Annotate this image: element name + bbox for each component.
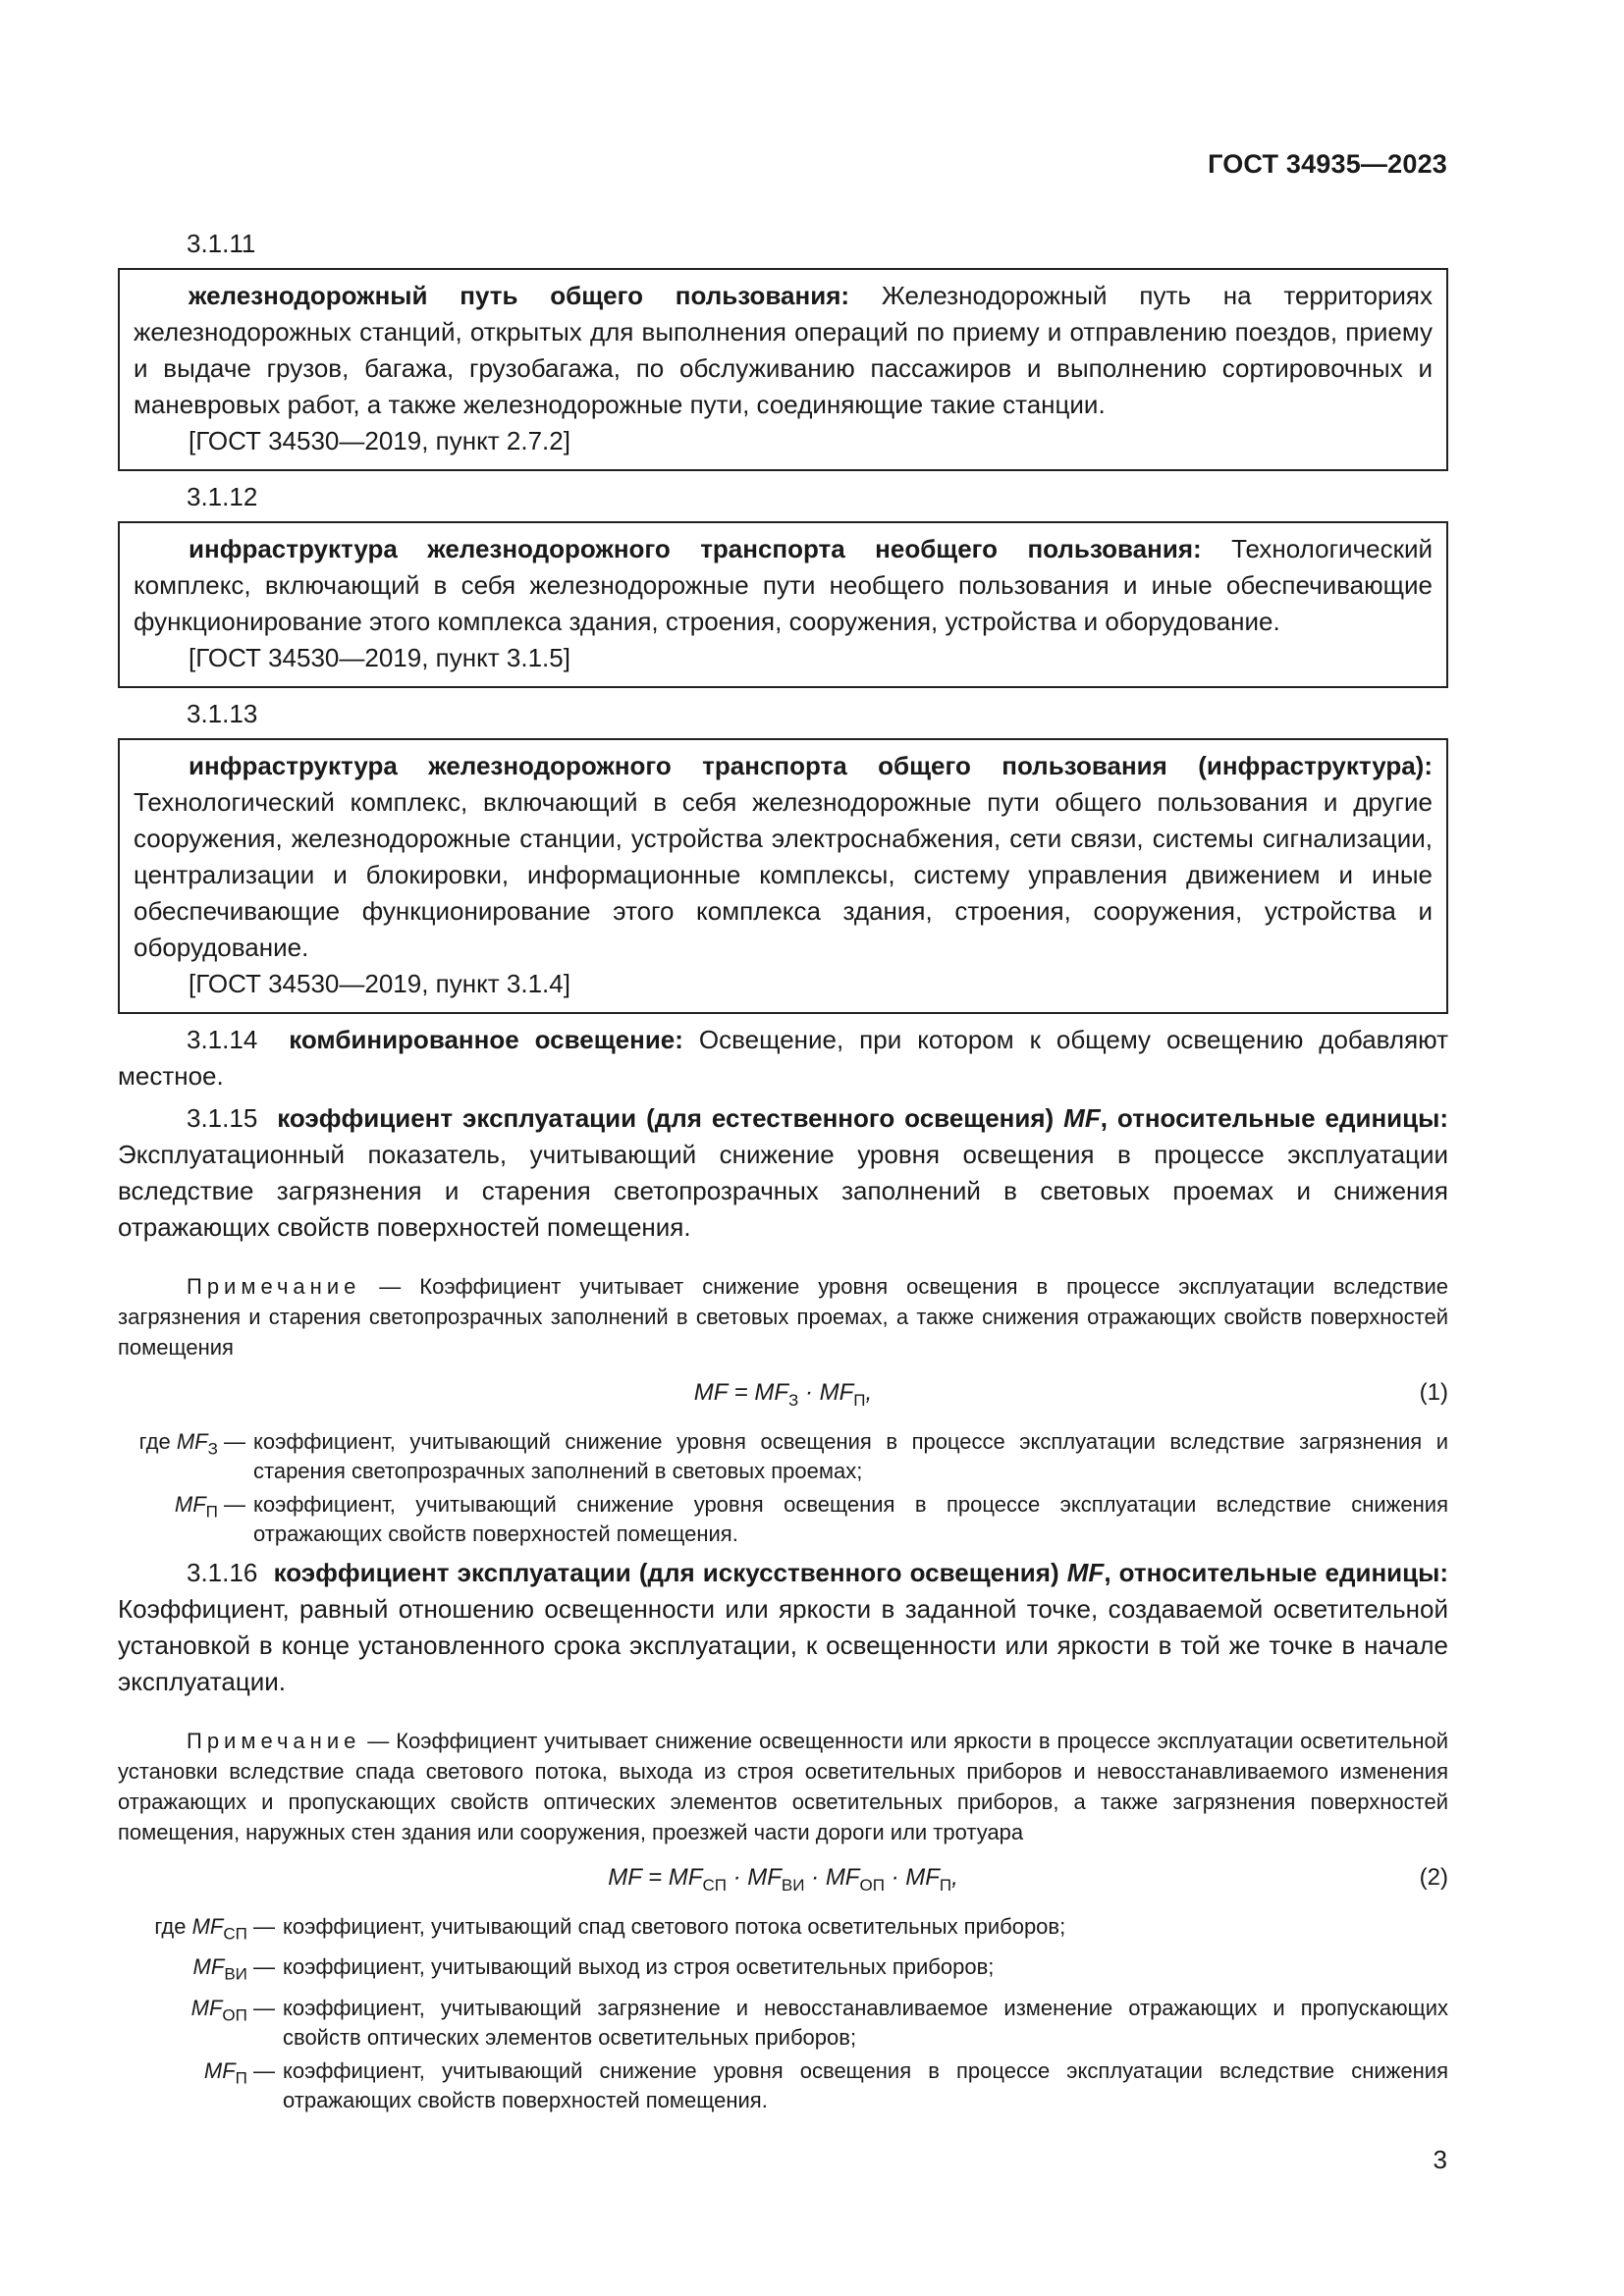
term-definition: Освещение, при котором к общему освещению добавляют местное. <box>118 1025 1448 1091</box>
formula-expression: MF = $MF_{СП} \cdot MF_{ВИ} \cdot MF_{ОП} \cdot MF_П$, <box>608 1864 958 1895</box>
term-number: 3.1.11 <box>187 229 256 258</box>
term-source: [ГОСТ 34530—2019, пункт 3.1.4] <box>189 969 570 998</box>
legend-row: где $MF_З$ — коэффициент, учитывающий снижение уровня освещения в процессе эксплуатации вследствие загрязнения и старения светопрозрачных заполнений в световых проемах; <box>138 1429 1448 1483</box>
term-symbol: MF <box>1066 1558 1105 1587</box>
formula-legend <box>118 1427 1448 1549</box>
term-number: 3.1.15 <box>187 1103 258 1133</box>
term-name: комбинированное освещение: <box>289 1025 683 1054</box>
term-number: 3.1.12 <box>187 482 258 511</box>
legend-row: $MF_{ВИ}$ — коэффициент, учитывающий выход из строя осветительных приборов; <box>192 1954 995 1984</box>
term-paragraph <box>118 1022 1448 1095</box>
definition-box <box>118 268 1448 471</box>
term-name: инфраструктура железнодорожного транспорта необщего пользования: <box>189 534 1202 563</box>
formula <box>118 1368 1448 1417</box>
note-text: — Коэффициент учитывает снижение освещенности или яркости в процессе эксплуатации осветительной установки вследствие спада светового потока, выхода из строя осветительных приборов и невосстанавливаемого изменения отражающих и пропускающих свойств оптических элементов осветительных приборов, а также загрязнения поверхностей помещения, наружных стен здания или сооружения, проезжей части дороги или тротуара <box>118 1729 1448 1844</box>
term-name-tail: , относительные единицы: <box>1104 1558 1448 1587</box>
document-code: ГОСТ 34935—2023 <box>1208 149 1447 179</box>
term-definition: Коэффициент, равный отношению освещенности или яркости в заданной точке, создаваемой осветительной установкой в конце установленного срока эксплуатации, к освещенности или яркости в той же точке в начале эксплуатации. <box>118 1594 1448 1696</box>
note <box>118 1271 1448 1362</box>
term-source: [ГОСТ 34530—2019, пункт 3.1.5] <box>189 643 570 672</box>
page-content <box>118 226 1448 2121</box>
term-number: 3.1.14 <box>187 1025 258 1054</box>
term-definition: Технологический комплекс, включающий в себя железнодорожные пути необщего пользования и иные обеспечивающие функционирование этого комплекса здания, строения, сооружения, устройства и оборудование. <box>134 534 1433 636</box>
note-label: Примечание <box>187 1729 361 1753</box>
definition-box <box>118 738 1448 1014</box>
legend-row: $MF_П$ — коэффициент, учитывающий снижение уровня освещения в процессе эксплуатации вследствие снижения отражающих свойств поверхностей помещения. <box>203 2057 1448 2112</box>
term-definition: Технологический комплекс, включающий в себя железнодорожные пути общего пользования и другие сооружения, железнодорожные станции, устройства электроснабжения, сети связи, системы сигнализации, централизации и блокировки, информационные комплексы, систему управления движением и иные обеспечивающие функционирование этого комплекса здания, строения, сооружения, устройства и оборудование. <box>134 787 1433 962</box>
term-name: коэффициент эксплуатации (для естественного освещения) <box>277 1103 1055 1133</box>
formula <box>118 1853 1448 1902</box>
definition-box <box>118 521 1448 688</box>
term-symbol: MF <box>1063 1103 1101 1133</box>
formula-legend <box>118 1912 1448 2115</box>
term-paragraph <box>118 1100 1448 1246</box>
page-number: 3 <box>1433 2145 1447 2174</box>
term-definition: Железнодорожный путь на территориях железнодорожных станций, открытых для выполнения операций по приему и отправлению поездов, приему и выдаче грузов, багажа, грузобагажа, по обслуживанию пассажиров и выполнению сортировочных и маневровых работ, а также железнодорожные пути, соединяющие такие станции. <box>134 281 1434 419</box>
legend-row: $MF_П$ — коэффициент, учитывающий снижение уровня освещения в процессе эксплуатации вследствие снижения отражающих свойств поверхностей помещения. <box>174 1492 1448 1546</box>
term-definition: Эксплуатационный показатель, учитывающий снижение уровня освещения в процессе эксплуатации вследствие загрязнения и старения светопрозрачных заполнений в световых проемах и снижения отражающих свойств поверхностей помещения. <box>118 1140 1448 1242</box>
term-source: [ГОСТ 34530—2019, пункт 2.7.2] <box>189 426 570 455</box>
term-name: железнодорожный путь общего пользования: <box>189 281 850 310</box>
term-number: 3.1.16 <box>187 1558 258 1587</box>
term-paragraph <box>118 1555 1448 1700</box>
term-number: 3.1.13 <box>187 699 258 728</box>
term-name: коэффициент эксплуатации (для искусственного освещения) <box>273 1558 1059 1587</box>
formula-expression: MF = $MF_З \cdot MF_П$, <box>693 1379 873 1410</box>
legend-row: где $MF_{СП}$ — коэффициент, учитывающий спад светового потока осветительных приборов; <box>154 1914 1066 1944</box>
note-text: — Коэффициент учитывает снижение уровня освещения в процессе эксплуатации вследствие загрязнения и старения светопрозрачных заполнений в световых проемах, а также снижения отражающих свойств поверхностей помещения <box>118 1274 1448 1360</box>
note-label: Примечание <box>187 1274 361 1299</box>
legend-row: $MF_{ОП}$ — коэффициент, учитывающий загрязнение и невосстанавливаемое изменение отражающих и пропускающих свойств оптических элементов осветительных приборов; <box>190 1995 1448 2050</box>
formula-number: (2) <box>1419 1864 1448 1891</box>
term-name-tail: , относительные единицы: <box>1100 1103 1449 1133</box>
note <box>118 1726 1448 1847</box>
formula-number: (1) <box>1419 1379 1448 1406</box>
term-name: инфраструктура железнодорожного транспорта общего пользования (инфраструктура): <box>189 751 1433 780</box>
